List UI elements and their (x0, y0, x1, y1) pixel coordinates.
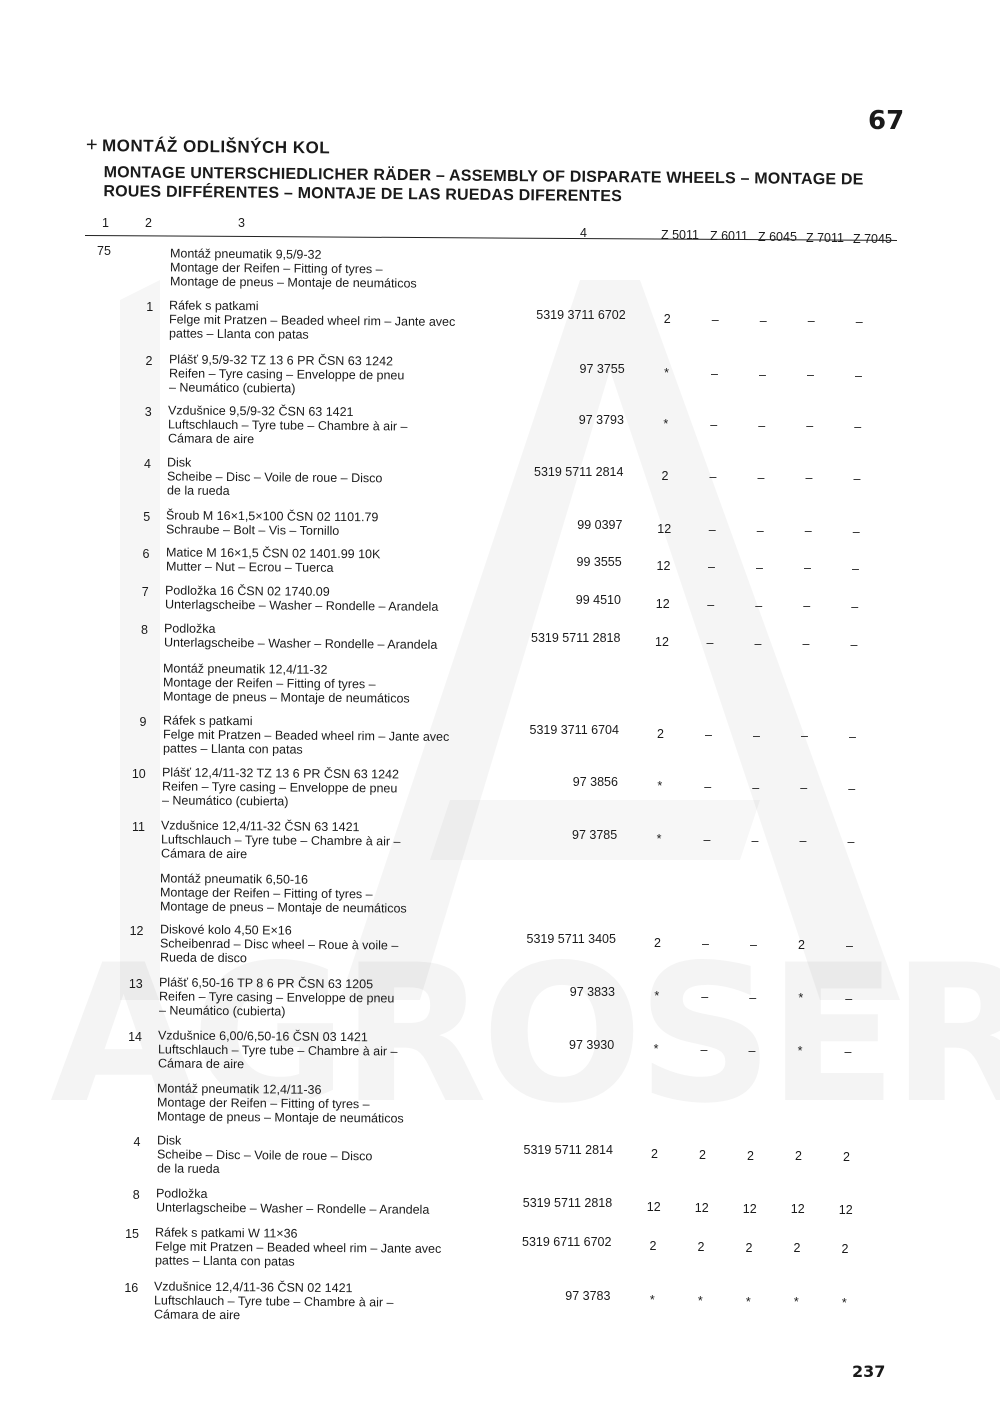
part-number: 5319 5711 2814 (534, 465, 624, 479)
description-line: Reifen – Tyre casing – Enveloppe de pneu (161, 779, 398, 796)
quantity-model-3: – (756, 560, 763, 575)
quantity-model-3: 2 (747, 1148, 754, 1163)
description-line: Vzdušnice 12,4/11-36 ČSN 02 1421 (154, 1279, 353, 1296)
quantity-model-2: – (701, 989, 709, 1004)
part-description (156, 1188, 516, 1216)
description-line: Ráfek s patkami (169, 298, 259, 314)
position-number: 10 (131, 767, 146, 781)
quantity-model-1: 12 (655, 597, 670, 611)
description-line: Ráfek s patkami (162, 713, 253, 729)
description-line: Vzdušnice 9,5/9-32 ČSN 63 1421 (167, 403, 354, 420)
position-number: 16 (124, 1281, 139, 1295)
description-line: Reifen – Tyre casing – Enveloppe de pneu (168, 366, 404, 383)
part-number: 5319 5711 2818 (522, 1196, 613, 1210)
position-number: 8 (132, 1188, 140, 1202)
quantity-model-3: – (750, 937, 757, 952)
position-number: 3 (144, 405, 152, 419)
part-description (157, 1135, 517, 1177)
description-line: – Neumático (cubierta) (168, 380, 296, 396)
quantity-model-5: – (847, 835, 855, 850)
part-number: 97 3856 (572, 775, 618, 789)
quantity-model-5: – (854, 420, 862, 435)
quantity-model-1: * (657, 779, 663, 793)
position-number: 9 (139, 715, 147, 729)
part-description (168, 405, 528, 447)
description-line: Unterlagscheibe – Washer – Rondelle – Arandela (163, 635, 438, 652)
part-number: 5319 5711 3405 (526, 932, 616, 946)
description-line: Plášť 12,4/11-32 TZ 13 6 PR ČSN 63 1242 (161, 765, 399, 782)
quantity-model-2: 2 (699, 1147, 706, 1162)
quantity-model-3: – (756, 523, 764, 538)
quantity-model-2: – (711, 366, 718, 381)
part-description (164, 623, 524, 651)
description-line: pattes – Llanta con patas (162, 741, 303, 757)
description-line: – Neumático (cubierta) (158, 1003, 286, 1019)
quantity-model-1: 2 (649, 1239, 657, 1253)
column-header-3: 3 (238, 216, 245, 230)
description-line: Scheibe – Disc – Voile de roue – Disco (166, 469, 383, 486)
description-line: Montage der Reifen – Fitting of tyres – (169, 260, 383, 277)
part-number: 5319 3711 6704 (529, 723, 619, 737)
quantity-model-4: – (803, 599, 811, 614)
quantity-model-5: – (853, 472, 861, 487)
quantity-model-3: – (757, 470, 765, 485)
description-line: de la rueda (166, 483, 230, 498)
quantity-model-5: – (855, 369, 862, 384)
quantity-model-5: – (846, 939, 853, 954)
position-number: 13 (128, 977, 143, 991)
position-number: 14 (128, 1030, 142, 1044)
page-number-bottom: 237 (852, 1362, 886, 1381)
quantity-model-3: – (755, 598, 763, 613)
quantity-model-2: – (710, 417, 718, 432)
part-description (163, 663, 523, 705)
position-number: 6 (142, 547, 150, 561)
position-number: 12 (129, 924, 144, 938)
description-line: Disk (156, 1133, 181, 1148)
quantity-model-1: * (653, 1042, 659, 1056)
quantity-model-4: – (805, 471, 813, 486)
quantity-model-3: – (752, 780, 760, 795)
quantity-model-4: – (799, 834, 807, 849)
quantity-model-3: – (759, 313, 767, 328)
quantity-model-3: 2 (745, 1240, 753, 1255)
description-line: Unterlagscheibe – Washer – Rondelle – Arandela (164, 597, 439, 614)
column-header-model-2: Z 6011 (710, 229, 748, 243)
plus-marker: + (85, 134, 99, 157)
quantity-model-3: 12 (742, 1201, 757, 1216)
part-description (159, 977, 519, 1019)
column-headers (0, 216, 1000, 246)
description-line: Plášť 9,5/9-32 TZ 13 6 PR ČSN 63 1242 (168, 352, 393, 369)
quantity-model-2: – (702, 936, 709, 951)
part-description (166, 510, 526, 538)
quantity-model-2: 12 (694, 1200, 709, 1215)
quantity-model-2: – (703, 832, 711, 847)
quantity-model-5: 2 (843, 1150, 850, 1165)
description-line: Vzdušnice 12,4/11-32 ČSN 63 1421 (160, 818, 360, 835)
quantity-model-1: * (649, 1293, 655, 1307)
quantity-model-2: – (706, 635, 714, 650)
description-line: Cámara de aire (160, 846, 248, 862)
description-line: Ráfek s patkami W 11×36 (154, 1225, 298, 1241)
quantity-model-2: – (709, 469, 717, 484)
description-line: Cámara de aire (157, 1056, 245, 1072)
description-line: Felge mit Pratzen – Beaded wheel rim – Jante avec (162, 727, 449, 744)
quantity-model-5: – (852, 525, 860, 540)
description-line: Scheibenrad – Disc wheel – Roue à voile – (159, 936, 398, 953)
description-line: Luftschlauch – Tyre tube – Chambre à air – (160, 832, 401, 849)
column-header-2: 2 (145, 216, 152, 230)
part-description (157, 1083, 517, 1125)
part-description (160, 873, 520, 915)
description-line: Montage de pneus – Montaje de neumáticos (160, 899, 408, 916)
quantity-model-3: * (745, 1294, 751, 1309)
quantity-model-1: 12 (656, 559, 671, 573)
part-number: 97 3930 (569, 1038, 615, 1052)
position-number: 5 (143, 510, 151, 524)
description-line: Montage der Reifen – Fitting of tyres – (157, 1095, 370, 1112)
quantity-model-4: 2 (795, 1149, 802, 1164)
quantity-model-1: 12 (655, 635, 669, 649)
part-number: 99 4510 (575, 593, 621, 607)
quantity-model-3: – (748, 1043, 756, 1058)
position-number: 7 (141, 585, 149, 599)
description-line: Montáž pneumatik 6,50-16 (160, 871, 309, 887)
part-number: 5319 5711 2814 (523, 1143, 613, 1157)
description-line: Reifen – Tyre casing – Enveloppe de pneu (158, 989, 395, 1006)
quantity-model-2: 2 (697, 1239, 705, 1254)
quantity-model-4: – (806, 419, 814, 434)
part-description (162, 767, 522, 809)
part-description (169, 354, 529, 396)
quantity-model-5: – (852, 562, 859, 577)
quantity-model-4: – (807, 368, 814, 383)
description-line: Montage de pneus – Montaje de neumáticos (169, 274, 417, 291)
description-line: Montage der Reifen – Fitting of tyres – (160, 885, 373, 902)
quantity-model-4: – (804, 524, 812, 539)
quantity-model-5: – (844, 1045, 852, 1060)
position-number: 8 (141, 623, 148, 637)
quantity-model-1: 2 (654, 936, 661, 950)
part-number: 99 0397 (577, 518, 623, 532)
quantity-model-4: 2 (793, 1241, 801, 1256)
column-header-model-4: Z 7011 (806, 231, 844, 245)
quantity-model-5: – (845, 992, 853, 1007)
quantity-model-3: – (754, 636, 762, 651)
description-line: Rueda de disco (159, 950, 247, 966)
position-number: 15 (125, 1227, 139, 1241)
description-line: Cámara de aire (167, 431, 254, 447)
position-number: 1 (146, 300, 154, 314)
page-number-top: 67 (868, 106, 905, 136)
quantity-model-1: 2 (651, 1147, 658, 1161)
quantity-model-3: – (751, 833, 759, 848)
part-number: 99 3555 (576, 555, 622, 569)
description-line: Cámara de aire (154, 1307, 241, 1323)
part-number: 97 3785 (572, 828, 618, 842)
quantity-model-2: – (700, 1042, 708, 1057)
position-number: 2 (145, 354, 153, 368)
description-line: Luftschlauch – Tyre tube – Chambre à air – (154, 1293, 394, 1310)
quantity-model-4: – (804, 561, 811, 576)
position-number: 4 (133, 1135, 141, 1149)
description-line: Šroub M 16×1,5×100 ČSN 02 1101.79 (166, 508, 379, 525)
part-description (166, 547, 526, 575)
description-line: Vzdušnice 6,00/6,50-16 ČSN 03 1421 (157, 1028, 368, 1045)
description-line: Podložka (155, 1186, 208, 1201)
quantity-model-3: – (753, 728, 760, 743)
part-number: 5319 5711 2818 (531, 631, 621, 645)
part-number: 5319 6711 6702 (522, 1235, 612, 1249)
part-description (167, 457, 527, 499)
description-line: Felge mit Pratzen – Beaded wheel rim – Jante avec (154, 1239, 442, 1256)
group-number: 75 (97, 244, 111, 258)
quantity-model-4: * (793, 1295, 799, 1310)
column-header-model-5: Z 7045 (853, 232, 892, 246)
quantity-model-5: – (850, 638, 858, 653)
quantity-model-1: * (656, 832, 662, 846)
description-line: Montage de pneus – Montaje de neumáticos (157, 1109, 405, 1126)
description-line: pattes – Llanta con patas (169, 326, 310, 342)
quantity-model-5: 2 (841, 1242, 849, 1257)
part-number: 97 3755 (579, 362, 625, 376)
description-line: pattes – Llanta con patas (154, 1253, 295, 1269)
quantity-model-5: – (848, 782, 856, 797)
quantity-model-1: 12 (646, 1200, 661, 1214)
quantity-model-3: – (749, 990, 757, 1005)
part-description (163, 715, 523, 757)
part-description (161, 820, 521, 862)
description-line: Podložka (163, 621, 216, 636)
description-line: Luftschlauch – Tyre tube – Chambre à air – (157, 1042, 398, 1059)
quantity-model-1: * (664, 366, 669, 380)
part-description (160, 924, 520, 966)
description-line: Montage de pneus – Montaje de neumáticos (163, 689, 411, 706)
part-description (158, 1030, 518, 1072)
description-line: Scheibe – Disc – Voile de roue – Disco (156, 1147, 372, 1164)
quantity-model-3: – (759, 367, 766, 382)
description-line: Montáž pneumatik 12,4/11-36 (157, 1081, 322, 1097)
part-number: 97 3783 (565, 1289, 611, 1303)
column-header-4: 4 (580, 226, 587, 240)
part-description (170, 248, 530, 290)
title-czech-text: MONTÁŽ ODLIŠNÝCH KOL (101, 136, 331, 158)
quantity-model-5: * (841, 1296, 847, 1311)
position-number: 11 (132, 820, 145, 834)
quantity-model-4: – (801, 729, 808, 744)
quantity-model-1: 2 (657, 727, 664, 741)
position-number: 4 (144, 457, 151, 471)
quantity-model-1: * (663, 417, 669, 431)
quantity-model-1: 12 (657, 522, 672, 536)
quantity-model-5: – (851, 600, 859, 615)
column-header-model-1: Z 5011 (661, 228, 699, 242)
description-line: Felge mit Pratzen – Beaded wheel rim – Jante avec (169, 312, 456, 329)
column-header-model-3: Z 6045 (758, 230, 797, 244)
quantity-model-4: 2 (798, 938, 805, 953)
description-line: Matice M 16×1,5 ČSN 02 1401.99 10K (165, 545, 380, 562)
description-line: Montage der Reifen – Fitting of tyres – (163, 675, 376, 692)
part-number: 97 3833 (569, 985, 615, 999)
description-line: Montáž pneumatik 9,5/9-32 (169, 246, 322, 262)
title-multilingual: MONTAGE UNTERSCHIEDLICHER RÄDER – ASSEMBLY OF DISPARATE WHEELS – MONTAGE DE ROUES DIFFÉRENTES – MONTAJE DE LAS RUEDAS DIFERENTES (103, 164, 864, 206)
part-description (165, 585, 525, 613)
description-line: Diskové kolo 4,50 E×16 (159, 922, 292, 938)
quantity-model-4: – (807, 314, 815, 329)
quantity-model-2: – (708, 522, 716, 537)
part-description (154, 1281, 514, 1323)
quantity-model-5: 12 (838, 1203, 853, 1218)
description-line: Unterlagscheibe – Washer – Rondelle – Arandela (155, 1200, 430, 1217)
quantity-model-4: – (800, 781, 808, 796)
description-line: Mutter – Nut – Ecrou – Tuerca (165, 559, 334, 575)
column-header-1: 1 (102, 216, 109, 230)
quantity-model-2: – (708, 559, 715, 574)
description-line: Podložka 16 ČSN 02 1740.09 (164, 583, 330, 599)
quantity-model-2: – (704, 779, 712, 794)
description-line: Luftschlauch – Tyre tube – Chambre à air – (167, 417, 408, 434)
quantity-model-4: * (798, 991, 804, 1006)
part-number: 97 3793 (578, 413, 624, 427)
quantity-model-1: 2 (663, 312, 671, 326)
title-block (85, 134, 906, 209)
description-line: Plášť 6,50-16 TP 8 6 PR ČSN 63 1205 (158, 975, 373, 992)
quantity-model-2: – (707, 597, 715, 612)
part-number: 5319 3711 6702 (536, 308, 626, 322)
description-line: Schraube – Bolt – Vis – Tornillo (166, 522, 340, 538)
quantity-model-5: – (855, 315, 863, 330)
quantity-model-2: * (697, 1293, 703, 1308)
description-line: Disk (166, 455, 192, 470)
part-description (169, 300, 529, 342)
quantity-model-1: * (654, 989, 660, 1003)
quantity-model-4: 12 (790, 1202, 805, 1217)
title-czech (86, 134, 906, 165)
description-line: de la rueda (156, 1161, 220, 1176)
quantity-model-1: 2 (661, 469, 669, 483)
quantity-model-4: – (802, 637, 810, 652)
quantity-model-2: – (705, 727, 712, 742)
part-description (155, 1227, 515, 1269)
description-line: – Neumático (cubierta) (161, 793, 289, 809)
quantity-model-2: – (711, 312, 719, 327)
description-line: Montáž pneumatik 12,4/11-32 (163, 661, 328, 677)
quantity-model-5: – (849, 730, 856, 745)
quantity-model-3: – (758, 418, 766, 433)
quantity-model-4: * (797, 1044, 803, 1059)
